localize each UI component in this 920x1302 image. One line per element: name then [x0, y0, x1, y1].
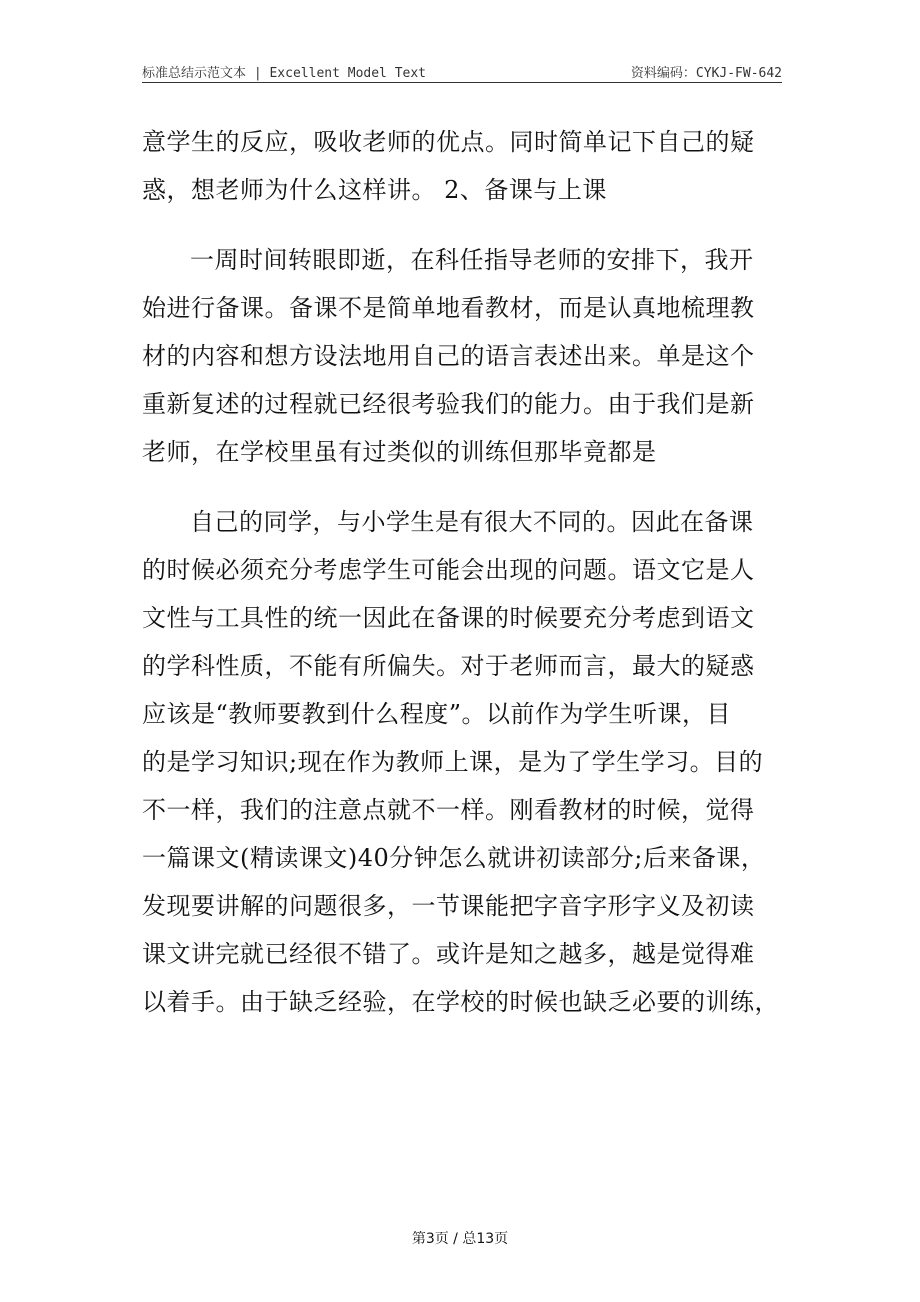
text-line: 发现要讲解的问题很多，一节课能把字音字形字义及初读 [142, 892, 755, 920]
text-line: 始进行备课。备课不是简单地看教材，而是认真地梳理教 [142, 294, 755, 322]
document-code: 资料编码：CYKJ-FW-642 [630, 66, 782, 81]
text-line: 文性与工具性的统一因此在备课的时候要充分考虑到语文 [142, 604, 755, 632]
text-line: 课文讲完就已经很不错了。或许是知之越多，越是觉得难 [142, 940, 755, 968]
document-body [142, 118, 782, 1026]
text-line: 以着手。由于缺乏经验，在学校的时候也缺乏必要的训练， [142, 988, 779, 1016]
text-line: 意学生的反应，吸收老师的优点。同时简单记下自己的疑 [142, 128, 755, 156]
header-title: 标准总结示范文本 | Excellent Model Text [142, 66, 427, 81]
text-line: 惑，想老师为什么这样讲。 2、备课与上课 [142, 176, 607, 204]
text-line: 重新复述的过程就已经很考验我们的能力。由于我们是新 [142, 390, 755, 418]
text-line: 一篇课文(精读课文)40分钟怎么就讲初读部分;后来备课， [142, 844, 766, 872]
text-line: 材的内容和想方设法地用自己的语言表述出来。单是这个 [142, 342, 755, 370]
text-line: 不一样，我们的注意点就不一样。刚看教材的时候，觉得 [142, 796, 755, 824]
text-line: 的是学习知识;现在作为教师上课，是为了学生学习。目的 [142, 748, 764, 776]
text-line: 应该是“教师要教到什么程度”。以前作为学生听课，目 [142, 700, 732, 728]
text-line: 老师，在学校里虽有过类似的训练但那毕竟都是 [142, 438, 657, 466]
text-line: 的学科性质，不能有所偏失。对于老师而言，最大的疑惑 [142, 652, 755, 680]
page-number: 第3页 / 总13页 [411, 1231, 509, 1247]
paragraph-start-line: 自己的同学，与小学生是有很大不同的。因此在备课 [190, 508, 754, 536]
text-line: 的时候必须充分考虑学生可能会出现的问题。语文它是人 [142, 556, 755, 584]
paragraph-start-line: 一周时间转眼即逝，在科任指导老师的安排下，我开 [190, 246, 754, 274]
page-header [142, 62, 782, 83]
